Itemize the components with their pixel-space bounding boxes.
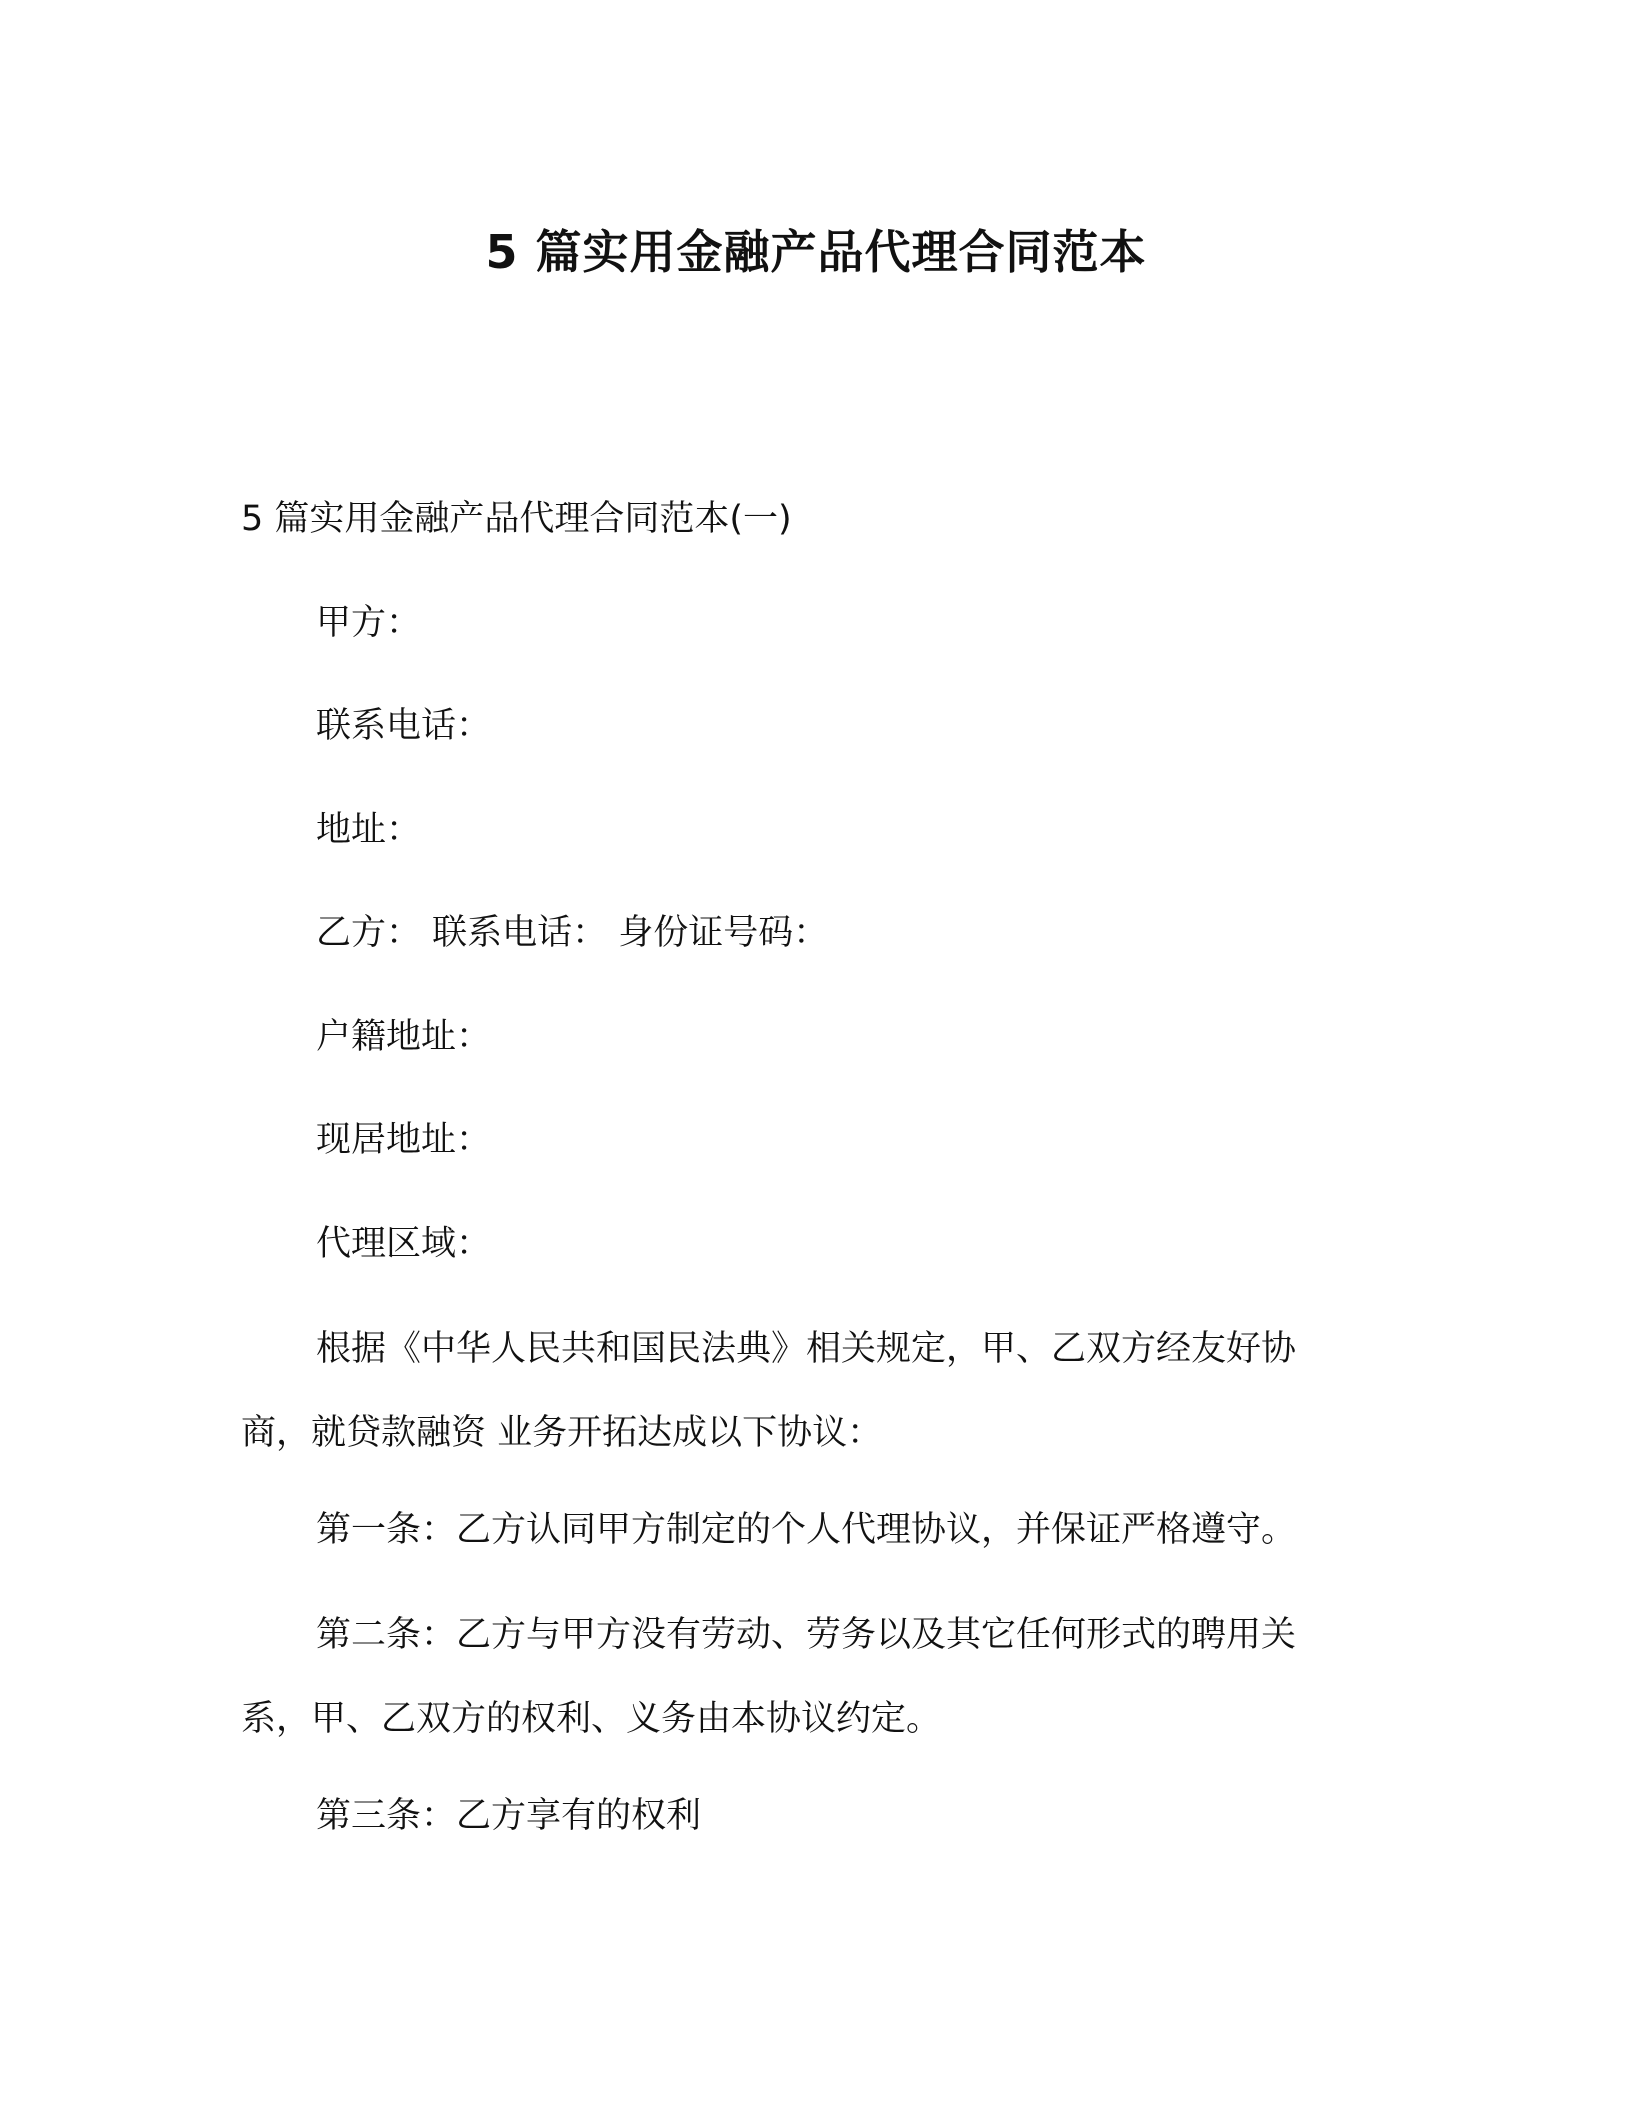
address-field: 地址： bbox=[316, 810, 422, 850]
article-2: 第二条：乙方与甲方没有劳动、劳务以及其它任何形式的聘用关系，甲、乙双方的权利、义务由本协议约定。 bbox=[241, 1615, 1297, 1739]
intro-paragraph: 根据《中华人民共和国民法典》相关规定，甲、乙双方经友好协商，就贷款融资 业务开拓达成以下协议： bbox=[241, 1329, 1297, 1453]
party-b-line: 乙方： 联系电话： 身份证号码： bbox=[316, 913, 829, 953]
household-address-field: 户籍地址： bbox=[316, 1017, 492, 1057]
agency-region-field: 代理区域： bbox=[316, 1224, 492, 1264]
document-title: 5 篇实用金融产品代理合同范本 bbox=[485, 225, 1147, 279]
current-address-field: 现居地址： bbox=[316, 1120, 492, 1160]
article-3: 第三条：乙方享有的权利 bbox=[316, 1796, 702, 1836]
party-a-field: 甲方： bbox=[316, 603, 422, 643]
section-heading: 5 篇实用金融产品代理合同范本(一) bbox=[241, 499, 792, 539]
phone-field: 联系电话： bbox=[316, 706, 492, 746]
article-1: 第一条：乙方认同甲方制定的个人代理协议，并保证严格遵守。 bbox=[316, 1510, 1297, 1550]
